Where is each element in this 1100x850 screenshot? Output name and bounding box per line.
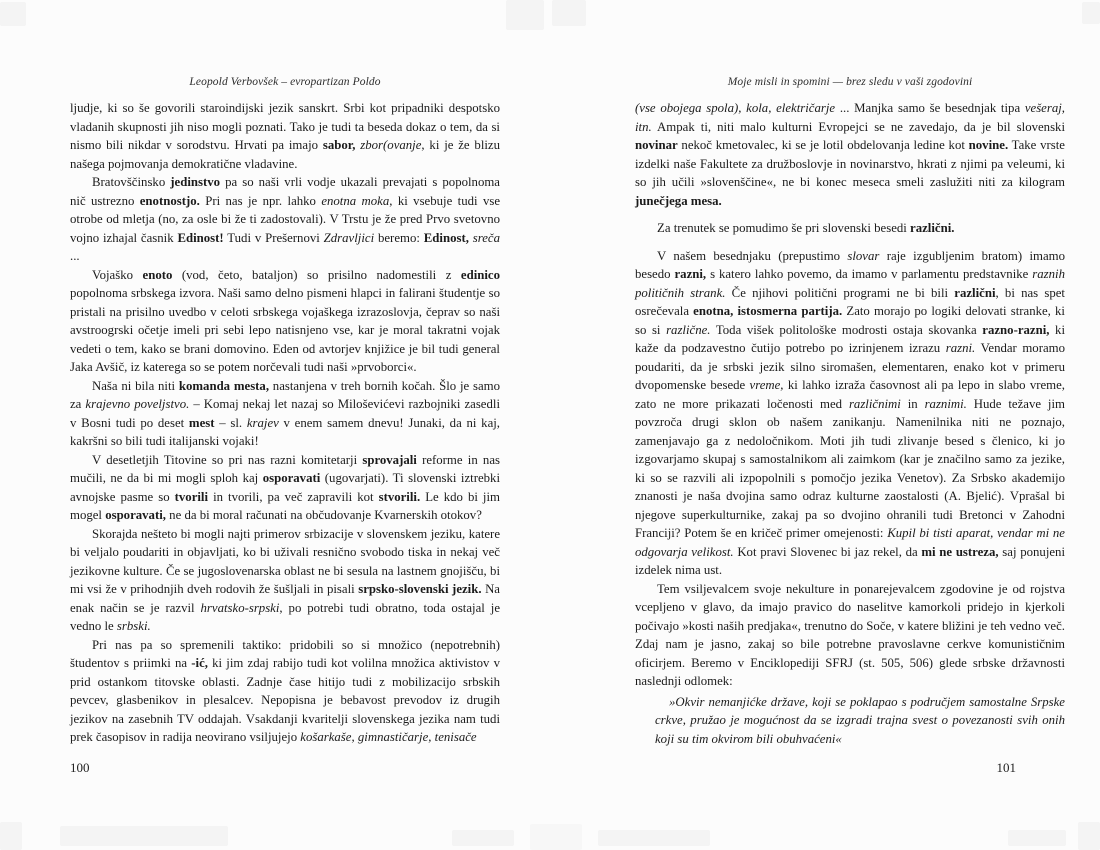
- text-run: »Okvir nemanjićke države, koji se poklapao s područjem samostalne Srpske crkve, pružao je mogućnost da se izgradi trajna svest o povezanosti svih onih koji su tim okvirom bili obuhvaćeni«: [655, 694, 1065, 746]
- text-run: različnimi: [848, 396, 901, 411]
- text-run: slovar: [847, 248, 880, 263]
- text-run: Le kdo bi jim mogel: [70, 489, 500, 522]
- text-run: raznimi.: [924, 396, 967, 411]
- paragraph: [70, 451, 500, 525]
- text-run: stvorili.: [378, 489, 421, 504]
- text-run: Toda višek politološke modrosti ostaja skovanka: [710, 322, 983, 337]
- text-run: sabor,: [322, 138, 356, 152]
- text-run: sprovajali: [362, 452, 417, 467]
- text-run: ...: [70, 249, 80, 263]
- text-run: Na enak način se je razvil: [70, 582, 500, 615]
- text-run: Zdravljici: [323, 230, 375, 245]
- paragraph: [70, 525, 500, 636]
- paragraph: [635, 99, 1065, 210]
- text-run: tvorili: [174, 489, 209, 504]
- page-right: [550, 0, 1100, 850]
- text-run: hrvatsko-srpski: [200, 600, 280, 615]
- text-run: novinar: [635, 138, 678, 152]
- text-run: krajevno poveljstvo.: [85, 397, 190, 411]
- text-run: pa so naši vrli vodje ukazali prevajati s popolnoma nič ustrezno: [70, 175, 500, 208]
- text-run: mest: [188, 415, 215, 430]
- text-run: novine.: [968, 138, 1009, 152]
- text-run: , po potrebi tudi obratno, toda ostajal je vedno le: [70, 600, 500, 633]
- text-run: Take vrste izdelki naše Fakultete za družboslovje in novinarstvo, hkrati z njimi pa veleumi, ki so jih učili »slovenščine«, ne bi konec meseca smeli zaslužiti niti za kilogram: [635, 138, 1065, 189]
- ghost-artifact: [0, 2, 26, 26]
- text-run: ki lahko izraža časovnost ali pa lepo in slabo vreme, zato ne more prikazati ločenosti med: [635, 378, 1065, 411]
- text-run: Naša ni bila niti: [92, 378, 179, 393]
- paragraph: [635, 247, 1065, 580]
- text-run: raje izgubljenim bratom) imamo besedo: [635, 248, 1065, 281]
- text-run: Ampak ti, niti malo kulturni Evropejci se ne zavedajo, da je bil slovenski: [651, 119, 1065, 134]
- text-block-left: [70, 99, 500, 747]
- text-run: Edinost,: [423, 230, 469, 245]
- text-run: -ić,: [191, 656, 208, 670]
- text-run: reforme in nas mučili, ne da bi mi mogli sploh kaj: [70, 452, 500, 485]
- ghost-artifact: [506, 0, 544, 30]
- ghost-artifact: [1008, 830, 1066, 846]
- text-run: Če njihovi politični programi ne bi bili: [725, 285, 955, 300]
- text-run: Za trenutek se pomudimo še pri slovenski besedi: [657, 221, 911, 235]
- running-header-left: Leopold Verbovšek – evropartizan Poldo: [189, 76, 381, 88]
- text-run: s katero lahko povemo, da imamo v parlamentu predstavnike: [706, 267, 1033, 281]
- text-run: – sl.: [214, 415, 247, 430]
- text-run: junečjega mesa.: [635, 193, 722, 208]
- text-run: Edinost!: [177, 230, 224, 245]
- text-run: ... Manjka samo še besednjak tipa: [835, 101, 1025, 115]
- text-run: različne.: [666, 322, 711, 337]
- text-run: – Komaj nekaj let nazaj so Miloševićevi razbojniki zasedli v Bosni tudi po deset: [70, 397, 501, 430]
- text-run: v enem samem dnevu! Junaki, da ni kaj, kakršni so bili tudi italijanski vojaki!: [70, 415, 501, 448]
- text-run: Bratovščinsko: [92, 175, 171, 189]
- text-run: ki kaže da podzavestno čutijo potrebo po izrinjenem izrazu: [635, 322, 1066, 355]
- text-run: Vendar moramo poudariti, da je srbski jezik silno siromašen, elementaren, enako kot v primeru dvopomenske besede: [635, 341, 1065, 392]
- text-run: nekoč kmetovalec, ki se je lotil obdelovanja ledine kot: [677, 138, 969, 152]
- text-block-right: [635, 99, 1065, 748]
- text-run: srbski.: [116, 619, 151, 633]
- text-run: V desetletjih Titovine so pri nas razni komitetarji: [92, 452, 363, 467]
- text-run: edinico: [460, 267, 501, 282]
- text-run: , bi nas spet osrečevala: [635, 285, 1065, 318]
- text-run: enotna, istosmerna partija.: [693, 304, 843, 318]
- text-run: razno-razni,: [982, 322, 1050, 337]
- text-run: enotnostjo.: [139, 193, 200, 208]
- text-run: Hude težave jim povzroča drugi sklon ob našem zanikanju. Namenilnika niti ne poznajo, zamenjavajo ga z nedoločnikom. Moti jih tudi zlivanje besed s členico, ki jo izgovarjamo skupaj s samostalnikom ali zaimkom (kar je značilno samo za jezike, ki so se razvili ali izpopolnili s pomočjo jezika Venetov). Za Srbsko akademijo znanosti je naša dvojina samo odraz kulturne zaostalosti (A. Bjelić). Vprašal bi njegove superkulturnike, zakaj pa so dvojino ohranili tudi Bretonci v Zahodni Franciji? Potem še en kričeč primer omejenosti:: [635, 396, 1065, 540]
- text-run: komanda mesta,: [178, 378, 270, 393]
- text-run: ne da bi moral računati na občudovanje Kvarnerskih otokov?: [165, 508, 482, 522]
- page-number-left: 100: [70, 760, 90, 775]
- text-run: Kupil bi tisti aparat, vendar mi ne odgovarja velikost.: [635, 526, 1065, 559]
- ghost-artifact: [1082, 2, 1100, 24]
- paragraph: [70, 99, 500, 173]
- text-run: razni.: [945, 341, 976, 355]
- text-run: jedinstvo: [170, 175, 221, 189]
- text-run: (ugovarjati). Ti slovenski iztrebki avnojske pasme so: [70, 471, 500, 504]
- text-run: beremo:: [374, 230, 424, 245]
- text-run: Tudi v Prešernovi: [223, 230, 324, 245]
- text-run: krajev: [246, 415, 279, 430]
- text-run: , ki je že blizu našega pojmovanja demokratične vladavine.: [70, 138, 501, 171]
- paragraph: [70, 636, 500, 747]
- text-run: Pri nas pa so spremenili taktiko: pridobili so si množico (nepotrebnih) študentov s priimki na: [70, 637, 500, 670]
- text-run: košarkaše, gimnastičarje, tenisače: [300, 730, 477, 744]
- paragraph: [655, 693, 1065, 749]
- paragraph: [70, 377, 500, 451]
- ghost-artifact: [598, 830, 710, 846]
- text-run: zbor(ovanje: [360, 138, 422, 152]
- text-run: enoto: [142, 267, 173, 282]
- text-run: Skorajda nešteto bi mogli najti primerov srbizacije v slovenskem jeziku, katere bi veljalo poudariti in objavljati, ko bi uživali resnično svobodo tiska in nekaj več jezikovne kulture. Če se jugoslovenarska oblast ne bi sesula na lastnem gnojišču, bi mi vsi že v prihodnjih dveh rodovih že šušljali in pisali: [70, 526, 500, 596]
- text-run: različni.: [910, 221, 955, 235]
- running-header-right: Moje misli in spomini — brez sledu v vaši zgodovini: [727, 76, 973, 88]
- text-run: (vod, četo, bataljon) so prisilno nadomestili z: [172, 267, 461, 282]
- text-run: popolnoma srbskega izvora. Naši samo delno pismeni hlapci in falirani študentje so pristali na prisilno uvedbo v celoti srbskega vojaškega izrazoslovja, čeprav so naši avstroogrski očetje imeli pri sebi lepo natisnjeno vse, kar je moral takratni vojak vedeti o tem, kako se brani domovino. Eden od avtorjev knjižice je bil tudi general Jaka Avšič, iz katerega so se potem norčevali tudi naši »prvoborci«.: [70, 286, 500, 374]
- text-run: Zato morajo po logiki delovati stranke, ki so si: [635, 304, 1065, 337]
- paragraph: [70, 266, 500, 377]
- ghost-artifact: [1078, 822, 1100, 850]
- ghost-artifact: [60, 826, 228, 846]
- ghost-artifact: [552, 0, 586, 26]
- text-run: Vojaško: [92, 267, 143, 282]
- text-run: razni,: [674, 267, 707, 281]
- ghost-artifact: [0, 822, 22, 850]
- text-run: in tvorili, pa več zapravili kot: [208, 489, 379, 504]
- text-run: Pri nas je npr. lahko: [199, 193, 322, 208]
- text-run: Kot pravi Slovenec bi jaz rekel, da: [733, 544, 922, 559]
- text-run: enotna moka: [321, 193, 390, 208]
- text-run: ljudje, ki so še govorili staroindijski jezik sanskrt. Srbi kot pripadniki despotsko vladanih skupnosti jih niso mogli poznati. Tako je tudi ta beseda dokaz o tem, da si nismo bili nikdar v sorodstvu. Hrvati pa imajo: [70, 101, 500, 152]
- text-run: V našem besednjaku (prepustimo: [657, 248, 848, 263]
- text-run: mi ne ustreza,: [921, 544, 999, 559]
- text-run: vreme,: [749, 378, 784, 392]
- text-run: saj ponujeni izdelek nima ust.: [635, 544, 1066, 577]
- text-run: vešeraj, itn.: [635, 101, 1065, 134]
- text-run: osporavati,: [105, 508, 166, 522]
- text-run: in: [900, 396, 925, 411]
- paragraph: [70, 173, 500, 266]
- text-run: ki jim zdaj rabijo tudi kot volilna množica aktivistov v prid ostankom titovske oblasti. Zadnje čase hitijo tudi z mobilizacijo srbskih pevcev, glasbenikov in plesalcev. Nepopisna je bebavost prevodov iz drugih jezikov na zasebnih TV oddajah. Vsakdanji kvaritelji slovenskega jezika nam tudi prek časopisov in radija neovirano vsiljujejo: [70, 656, 501, 744]
- ghost-artifact: [452, 830, 514, 846]
- text-run: nastanjena v treh bornih kočah. Šlo je samo za: [70, 378, 500, 411]
- paragraph: [635, 580, 1065, 691]
- ghost-artifact: [530, 824, 582, 850]
- text-run: sreča: [472, 230, 501, 245]
- page-number-right: 101: [996, 760, 1016, 775]
- text-run: različni: [954, 285, 996, 300]
- paragraph: [635, 219, 1065, 238]
- text-run: srpsko-slovenski jezik.: [358, 582, 482, 596]
- text-run: osporavati: [262, 471, 321, 485]
- text-run: raznih političnih strank.: [635, 267, 1065, 300]
- text-run: Tem vsiljevalcem svoje nekulture in ponarejevalcem zgodovine je od rojstva vcepljeno v glavo, da imajo pravico do naselitve kamorkoli pridejo in kjerkoli počivajo »kosti naših predjaka«, trenutno do Soče, v katere bližini je teh vedno več. Zdaj nam je jasno, zakaj so bile potrebne pravoslavne cerkve komunističnim oficirjem. Beremo v Enciklopediji SFRJ (st. 505, 506) glede srbske državnosti naslednji odlomek:: [635, 581, 1065, 688]
- text-run: (vse obojega spola), kola, električarje: [635, 101, 836, 115]
- text-run: , ki vsebuje tudi vse otrobe od mletja (no, za osle bi že ti zadostovali). V Trstu je že pred Prvo svetovno vojno izhajal časnik: [70, 193, 500, 245]
